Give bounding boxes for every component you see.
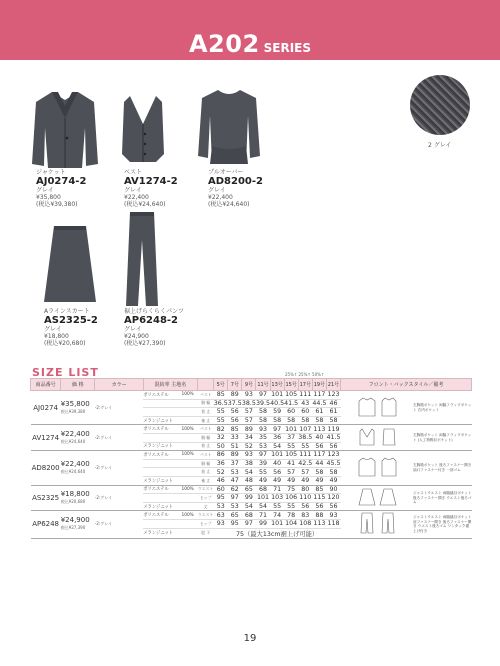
- measure-value: 32: [214, 433, 228, 442]
- measure-label: 丈: [198, 502, 214, 511]
- measure-value: 93: [256, 425, 270, 434]
- measure-value: 93: [214, 519, 228, 528]
- size-table-body: [31, 391, 472, 539]
- measure-value: 115: [313, 494, 326, 502]
- size-list-title: SIZE LIST: [32, 366, 99, 379]
- measure-value: 85: [228, 425, 242, 434]
- product-tax-price: (税込¥24,640): [124, 201, 166, 208]
- row-notes: ジャストウエスト 両脇縫目ポケット 後ろファスナー開き ウエスト後ろゴム: [413, 485, 472, 511]
- table-row: [31, 485, 472, 494]
- measure-value: 117: [313, 451, 326, 459]
- jacket-image[interactable]: [30, 88, 100, 170]
- row-price-value: ¥18,800: [60, 489, 90, 498]
- measure-label: ヒップ: [198, 494, 214, 503]
- measure-value: 55: [270, 502, 284, 511]
- measure-label: ウエスト: [198, 485, 214, 494]
- swatch-label: 2 グレイ: [428, 142, 452, 149]
- measure-value: 37: [284, 433, 298, 442]
- measure-value: 38: [242, 459, 256, 468]
- fabric-swatch: [410, 75, 470, 135]
- measure-value: 53: [214, 502, 228, 511]
- measure-value: 82: [214, 425, 228, 434]
- row-tax-price: 税込¥24,640: [60, 468, 86, 474]
- measure-value: 111: [299, 451, 312, 459]
- style-sketch: [341, 451, 413, 485]
- measure-value: 56: [270, 468, 284, 477]
- measure-value: 75: [284, 485, 298, 494]
- row-material: ポリエステル: [143, 511, 181, 520]
- row-material-blank: [143, 468, 197, 477]
- header-notes: フロント・バックスタイル／備考: [341, 379, 472, 391]
- measure-value: 58: [270, 416, 284, 425]
- header-measure: [198, 379, 214, 391]
- product-code: AV1274-2: [124, 176, 178, 187]
- row-color: -2:グレイ: [95, 485, 143, 511]
- row-material-blank: [143, 399, 197, 408]
- measure-value: 71: [256, 511, 270, 520]
- measure-value: 101: [285, 425, 298, 433]
- measure-value: 97: [228, 494, 242, 503]
- measure-value: 89: [242, 425, 256, 434]
- header-size: 9号: [242, 379, 256, 391]
- row-price-value: ¥24,900: [60, 516, 90, 525]
- measure-value: 58: [326, 416, 340, 425]
- measure-value: 39: [256, 459, 270, 468]
- measure-value: 105: [285, 391, 298, 399]
- measure-value: 57: [242, 416, 256, 425]
- measure-label: 胴 幅: [198, 459, 214, 468]
- measure-value: 41.5: [326, 434, 341, 442]
- product-price: ¥18,800: [44, 333, 69, 340]
- measure-value: 41.5: [284, 399, 299, 407]
- measure-value: 105: [285, 451, 298, 459]
- row-price-value: ¥22,400: [60, 429, 90, 438]
- product-code: AD8200-2: [208, 176, 263, 187]
- row-material: ポリエステル: [143, 425, 181, 434]
- measure-value: 52: [214, 468, 228, 477]
- measure-value: 56: [228, 408, 242, 417]
- header-size: 11号: [256, 379, 270, 391]
- header-size: 17号: [298, 379, 312, 391]
- table-row: [31, 425, 472, 434]
- measure-value: 34: [242, 433, 256, 442]
- measure-value: 54: [256, 502, 270, 511]
- measure-value: 58: [256, 408, 270, 417]
- measure-value: 56: [312, 442, 326, 451]
- measure-value: 111: [299, 391, 312, 399]
- measure-label: バスト: [198, 451, 214, 460]
- product-tax-price: (税込¥20,680): [44, 340, 86, 347]
- measure-value: 53: [228, 468, 242, 477]
- row-tax-price: 税込¥20,680: [60, 498, 86, 504]
- measure-value: 41: [284, 459, 298, 468]
- measure-value: 61: [312, 408, 326, 417]
- product-color: グレイ: [208, 187, 226, 194]
- product-price: ¥22,400: [208, 194, 233, 201]
- measure-label: 股 下: [198, 528, 214, 538]
- table-row: [31, 511, 472, 520]
- measure-value: 40: [270, 459, 284, 468]
- measure-value: 58: [284, 416, 298, 425]
- measure-value: 46: [214, 476, 228, 485]
- measure-value: 40.5: [270, 399, 285, 407]
- row-color: -2:グレイ: [95, 391, 143, 425]
- header-material: 混紡率 主地名: [143, 379, 197, 391]
- header-size: 13号: [270, 379, 284, 391]
- vest-image[interactable]: [118, 94, 168, 164]
- measure-label: 着 丈: [198, 468, 214, 477]
- measure-value: 120: [327, 494, 340, 502]
- measure-value: 58: [312, 416, 326, 425]
- measure-value: 90: [326, 485, 340, 494]
- measure-value: 93: [326, 511, 340, 520]
- measure-value: 89: [228, 391, 242, 400]
- measure-label: バスト: [198, 391, 214, 400]
- measure-value: 44: [312, 459, 326, 468]
- measure-value: 95: [228, 519, 242, 528]
- measure-value: 123: [327, 451, 340, 459]
- measure-value: 93: [242, 451, 256, 460]
- product-tax-price: (税込¥24,640): [208, 201, 250, 208]
- row-sub-material: メランジニット: [143, 502, 197, 511]
- row-price: [61, 391, 95, 425]
- measure-value: 45.5: [326, 460, 341, 468]
- measure-label: ヒップ: [198, 519, 214, 528]
- measure-value: 56: [326, 442, 340, 451]
- row-material-pct: 100%: [181, 485, 197, 494]
- row-tax-price: 税込¥24,640: [60, 438, 86, 444]
- row-color: -2:グレイ: [95, 451, 143, 485]
- product-tax-price: (税込¥39,380): [36, 201, 78, 208]
- measure-value: 63: [214, 511, 228, 520]
- measure-value: 55: [214, 416, 228, 425]
- measure-label: 袖 丈: [198, 416, 214, 425]
- measure-value: 51: [228, 442, 242, 451]
- measure-value: 118: [327, 520, 340, 528]
- measure-label: 着 丈: [198, 408, 214, 417]
- row-material-blank: [143, 433, 197, 442]
- measure-value: 50: [214, 442, 228, 451]
- measure-value: 55: [214, 408, 228, 417]
- measure-value: 40: [312, 433, 326, 442]
- measure-value: 119: [327, 425, 340, 433]
- measure-value: 57: [298, 468, 312, 477]
- product-skirt[interactable]: [44, 308, 98, 347]
- row-code: AV1274: [31, 425, 61, 451]
- measure-value: 99: [242, 494, 256, 503]
- table-row: [31, 451, 472, 460]
- row-price-value: ¥35,800: [60, 399, 90, 408]
- measure-value: 57: [242, 408, 256, 417]
- measure-value: 55: [298, 442, 312, 451]
- header-price: 価 格: [61, 379, 95, 391]
- header-size: 21号: [326, 379, 340, 391]
- measure-label: 袖 丈: [198, 476, 214, 485]
- measure-value: 71: [270, 485, 284, 494]
- product-tax-price: (税込¥27,390): [124, 340, 166, 347]
- measure-value: 101: [271, 391, 284, 399]
- product-color: グレイ: [36, 187, 54, 194]
- header-size: 7号: [228, 379, 242, 391]
- row-material-blank: [143, 459, 197, 468]
- measure-value: 54: [242, 468, 256, 477]
- row-notes: 左胸箱ポケット 両脇フラップポケット (人工物吸収ポケット): [413, 425, 472, 451]
- size-table: [30, 378, 472, 539]
- style-sketch: [341, 425, 413, 451]
- style-sketch: [341, 391, 413, 425]
- row-material-pct: 100%: [181, 451, 197, 460]
- measure-value: 80: [298, 485, 312, 494]
- row-color: -2:グレイ: [95, 425, 143, 451]
- measure-value: 123: [327, 391, 340, 399]
- product-color: グレイ: [124, 326, 142, 333]
- measure-value: 89: [228, 451, 242, 460]
- measure-value: 57: [284, 468, 298, 477]
- measure-value: 106: [285, 494, 298, 502]
- product-price: ¥35,800: [36, 194, 61, 201]
- row-notes: 左胸箱ポケット 後ろファスナー開き 袖口ファスナー付き 一部ゴム: [413, 451, 472, 485]
- measure-value: 60: [214, 485, 228, 494]
- measure-value: 58: [256, 416, 270, 425]
- product-pullover[interactable]: [208, 169, 263, 208]
- measure-value: 58: [326, 468, 340, 477]
- measure-value: 58: [312, 468, 326, 477]
- measure-value: 108: [299, 520, 312, 528]
- row-material-pct: 100%: [181, 391, 197, 400]
- measure-label: 胴 幅: [198, 433, 214, 442]
- measure-value: 49: [270, 476, 284, 485]
- measure-value: 83: [298, 511, 312, 520]
- size-table-header: [31, 379, 472, 391]
- header-code: 商品番号: [31, 379, 61, 391]
- pants-image[interactable]: [124, 210, 160, 310]
- measure-value: 56: [298, 502, 312, 511]
- row-material: ポリエステル: [143, 451, 181, 460]
- product-type: 裾上げらくらくパンツ: [124, 308, 185, 315]
- measure-value: 101: [271, 451, 284, 459]
- product-code: AP6248-2: [124, 315, 179, 326]
- measure-value: 68: [256, 485, 270, 494]
- measure-value: 58: [298, 416, 312, 425]
- measure-value: 110: [299, 494, 312, 502]
- measure-value: 62: [228, 485, 242, 494]
- row-notes: 左胸箱ポケット 両脇フラップポケット 右内ポケット: [413, 391, 472, 425]
- measure-value: 49: [256, 476, 270, 485]
- measure-value: 49: [284, 476, 298, 485]
- measure-value: 44.5: [312, 399, 327, 407]
- size-legend: 25%↑ 25%↑ 50%↑: [285, 372, 325, 377]
- row-material-pct: 100%: [181, 511, 197, 520]
- row-sub-material: メランジニット: [143, 416, 197, 425]
- measure-value: 93: [242, 391, 256, 400]
- series-title: [0, 30, 500, 58]
- measure-value: 97: [256, 451, 270, 460]
- row-sub-material: メランジニット: [143, 528, 197, 538]
- measure-value: 42.5: [298, 460, 313, 468]
- row-price: [61, 425, 95, 451]
- measure-value: 36: [214, 459, 228, 468]
- measure-value: 36.5: [213, 399, 228, 407]
- measure-value: 55: [284, 442, 298, 451]
- row-code: AS2325: [31, 485, 61, 511]
- measure-value: 53: [256, 442, 270, 451]
- measure-value: 33: [228, 433, 242, 442]
- measure-value: 85: [312, 485, 326, 494]
- row-color: -2:グレイ: [95, 511, 143, 538]
- row-material-blank: [143, 494, 197, 503]
- row-material-blank: [143, 519, 197, 528]
- product-vest[interactable]: [124, 169, 178, 208]
- measure-value: 68: [242, 511, 256, 520]
- measure-value: 46: [326, 399, 340, 408]
- measure-value: 107: [299, 425, 312, 433]
- product-jacket[interactable]: [36, 169, 86, 208]
- measure-value: 85: [214, 391, 228, 400]
- measure-value: 56: [228, 416, 242, 425]
- measure-value: 65: [228, 511, 242, 520]
- measure-value: 65: [242, 485, 256, 494]
- measure-label: 胴 幅: [198, 399, 214, 408]
- row-material: ポリエステル: [143, 485, 181, 494]
- measure-value: 113: [313, 520, 326, 528]
- measure-value: 104: [285, 520, 298, 528]
- measure-value: 35: [256, 433, 270, 442]
- measure-value: 97: [256, 391, 270, 400]
- series-title-main: A202: [188, 30, 260, 58]
- row-material-blank: [143, 408, 197, 417]
- measure-value: 99: [256, 519, 270, 528]
- row-material-pct: 100%: [181, 425, 197, 434]
- product-pants[interactable]: [124, 308, 184, 347]
- measure-value: 88: [312, 511, 326, 520]
- measure-value: 97: [270, 425, 284, 434]
- product-price: ¥22,400: [124, 194, 149, 201]
- row-price: [61, 511, 95, 538]
- pullover-image[interactable]: [196, 86, 262, 170]
- measure-value: 49: [326, 476, 340, 485]
- product-type: ジャケット: [36, 169, 66, 176]
- measure-value: 53: [228, 502, 242, 511]
- product-code: AJ0274-2: [36, 176, 87, 187]
- style-sketch: [341, 485, 413, 511]
- product-color: グレイ: [44, 326, 62, 333]
- row-price: [61, 485, 95, 511]
- measure-value: 74: [270, 511, 284, 520]
- measure-value: 101: [256, 494, 270, 502]
- header-size: 5号: [214, 379, 228, 391]
- measure-value: 47: [228, 476, 242, 485]
- measure-value: 38.5: [298, 434, 313, 442]
- skirt-image[interactable]: [42, 222, 98, 306]
- product-code: AS2325-2: [44, 315, 98, 326]
- row-sub-material: メランジニット: [143, 476, 197, 485]
- measure-value: 56: [326, 502, 340, 511]
- product-type: ベスト: [124, 169, 143, 176]
- measure-label: 着 丈: [198, 442, 214, 451]
- header-color: カラー: [95, 379, 143, 391]
- product-type: プルオーバー: [208, 169, 244, 176]
- row-tax-price: 税込¥27,390: [60, 525, 86, 531]
- measure-value: 54: [242, 502, 256, 511]
- page-number: 19: [243, 633, 257, 644]
- row-tax-price: 税込¥39,380: [60, 408, 86, 414]
- measure-value: 60: [298, 408, 312, 417]
- product-type: Aラインスカート: [44, 308, 90, 315]
- measure-value: 56: [312, 502, 326, 511]
- measure-value: 117: [313, 391, 326, 399]
- measure-value: 59: [270, 408, 284, 417]
- inseam-value: 75（最大13cm裾上げ可能）: [214, 528, 341, 538]
- measure-value: 49: [298, 476, 312, 485]
- row-notes: ジャストウエスト 両脇縫目ポケット 前ファスナー開き 後ろファスナー開き ウエスト後ろゴム ワンタック裾上げ付き: [413, 511, 472, 538]
- row-sub-material: メランジニット: [143, 442, 197, 451]
- measure-value: 55: [256, 468, 270, 477]
- row-price-value: ¥22,400: [60, 459, 90, 468]
- row-material: ポリエステル: [143, 391, 181, 400]
- measure-value: 37.5: [227, 399, 242, 407]
- measure-label: ウエスト: [198, 511, 214, 520]
- measure-value: 101: [271, 520, 284, 528]
- measure-value: 52: [242, 442, 256, 451]
- measure-label: バスト: [198, 425, 214, 434]
- row-code: AP6248: [31, 511, 61, 538]
- row-price: [61, 451, 95, 485]
- measure-value: 39.5: [255, 399, 271, 407]
- product-price: ¥24,900: [124, 333, 149, 340]
- style-sketch: [341, 511, 413, 538]
- measure-value: 36: [270, 433, 284, 442]
- measure-value: 78: [284, 511, 298, 520]
- measure-value: 43: [298, 399, 312, 408]
- measure-value: 61: [326, 408, 340, 417]
- measure-value: 48: [242, 476, 256, 485]
- measure-value: 86: [214, 451, 228, 460]
- table-row: [31, 391, 472, 400]
- measure-value: 60: [284, 408, 298, 417]
- measure-value: 55: [284, 502, 298, 511]
- measure-value: 37: [228, 459, 242, 468]
- series-title-sub: SERIES: [263, 41, 312, 55]
- measure-value: 38.5: [241, 399, 256, 407]
- row-code: AJ0274: [31, 391, 61, 425]
- header-size: 15号: [284, 379, 298, 391]
- header-size: 19号: [312, 379, 326, 391]
- measure-value: 113: [313, 425, 326, 433]
- product-color: グレイ: [124, 187, 142, 194]
- measure-value: 95: [214, 494, 228, 503]
- measure-value: 97: [242, 519, 256, 528]
- row-code: AD8200: [31, 451, 61, 485]
- measure-value: 103: [271, 494, 284, 502]
- measure-value: 49: [312, 476, 326, 485]
- measure-value: 54: [270, 442, 284, 451]
